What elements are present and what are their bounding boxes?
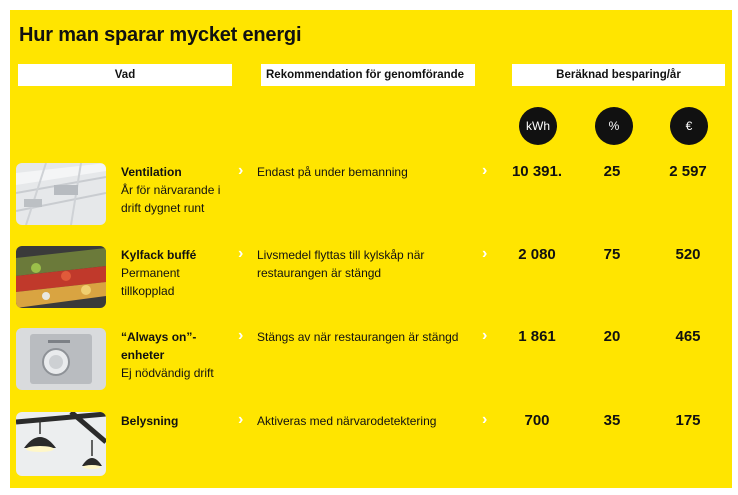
- item-description: År för närvarande i drift dygnet runt: [121, 183, 221, 215]
- recommendation: Aktiveras med närvarodetektering: [257, 414, 437, 428]
- chevron-right-icon: ›: [482, 162, 488, 179]
- recommendation: Stängs av när restaurangen är stängd: [257, 330, 459, 344]
- page-title: Hur man sparar mycket energi: [19, 24, 302, 46]
- lighting-photo: [16, 412, 106, 476]
- item-name: [121, 328, 231, 382]
- device-photo: [16, 328, 106, 390]
- chevron-right-icon: ›: [238, 162, 244, 179]
- kwh-value: 700: [524, 412, 550, 429]
- item-name: [121, 246, 231, 300]
- kwh-value: 2 080: [518, 246, 556, 263]
- euro-value: 465: [675, 328, 701, 345]
- item-title: Kylfack buffé: [121, 248, 197, 262]
- percent-unit-badge: %: [595, 107, 633, 145]
- chevron-right-icon: ›: [238, 411, 244, 428]
- item-title: “Always on”-enheter: [121, 330, 197, 362]
- ventilation-photo: [16, 163, 106, 225]
- kwh-unit-badge: kWh: [519, 107, 557, 145]
- header-rekommendation: Rekommendation för genomförande: [261, 64, 475, 86]
- header-vad: Vad: [18, 64, 232, 86]
- chevron-right-icon: ›: [482, 327, 488, 344]
- energy-table-panel: [10, 10, 732, 488]
- chevron-right-icon: ›: [482, 245, 488, 262]
- euro-value: 520: [675, 246, 701, 263]
- percent-value: 20: [603, 328, 621, 345]
- buffet-photo: [16, 246, 106, 308]
- chevron-right-icon: ›: [238, 245, 244, 262]
- chevron-right-icon: ›: [238, 327, 244, 344]
- recommendation: Livsmedel flyttas till kylskåp när restaurangen är stängd: [257, 248, 425, 280]
- chevron-right-icon: ›: [482, 411, 488, 428]
- item-description: Ej nödvändig drift: [121, 366, 214, 380]
- table-row: [10, 412, 732, 482]
- item-title: Ventilation: [121, 165, 182, 179]
- euro-value: 2 597: [669, 163, 707, 180]
- euro-unit-badge: €: [670, 107, 708, 145]
- percent-value: 35: [603, 412, 621, 429]
- table-row: [10, 328, 732, 398]
- table-row: [10, 163, 732, 233]
- item-description: Permanent tillkopplad: [121, 266, 180, 298]
- recommendation: Endast på under bemanning: [257, 165, 408, 179]
- euro-value: 175: [675, 412, 701, 429]
- item-name: [121, 412, 231, 430]
- kwh-value: 10 391.: [511, 163, 563, 180]
- item-title: Belysning: [121, 414, 179, 428]
- percent-value: 25: [603, 163, 621, 180]
- kwh-value: 1 861: [518, 328, 556, 345]
- table-row: [10, 246, 732, 316]
- item-name: [121, 163, 231, 217]
- percent-value: 75: [603, 246, 621, 263]
- header-besparing: Beräknad besparing/år: [512, 64, 725, 86]
